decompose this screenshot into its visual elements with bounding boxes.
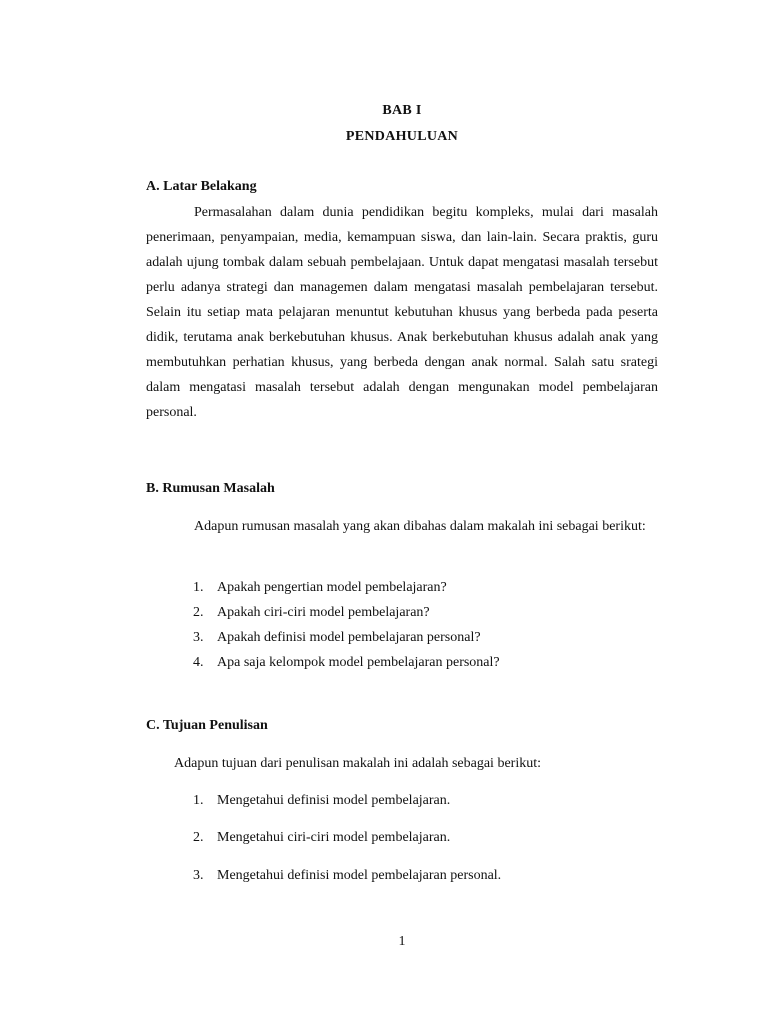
section-c-heading: C. Tujuan Penulisan (146, 718, 268, 733)
list-item-text: Mengetahui definisi model pembelajaran. (217, 793, 451, 808)
section-b-intro: Adapun rumusan masalah yang akan dibahas dalam makalah ini sebagai berikut: (194, 519, 646, 534)
list-item-text: Mengetahui definisi model pembelajaran personal. (217, 868, 502, 883)
section-c-intro: Adapun tujuan dari penulisan makalah ini adalah sebagai berikut: (174, 756, 541, 771)
section-a-heading: A. Latar Belakang (146, 179, 257, 194)
list-item (193, 793, 450, 809)
list-item-number: 3. (193, 630, 204, 645)
list-item-number: 3. (193, 868, 204, 883)
list-item-text: Apa saja kelompok model pembelajaran personal? (217, 655, 500, 670)
list-item-text: Apakah ciri-ciri model pembelajaran? (217, 605, 430, 620)
list-item (193, 605, 430, 621)
list-item (193, 868, 501, 884)
chapter-number: BAB I (382, 103, 422, 118)
chapter-title: PENDAHULUAN (345, 129, 459, 144)
list-item-text: Apakah pengertian model pembelajaran? (217, 580, 447, 595)
list-item-number: 1. (193, 793, 204, 808)
section-a-paragraph: Permasalahan dalam dunia pendidikan begitu kompleks, mulai dari masalah penerimaan, penyampaian, media, kemampuan siswa, dan lain-lain. Secara praktis, guru adalah ujung tombak dalam sebuah pembelajaan. Untuk dapat mengatasi masalah tersebut perlu adanya strategi dan managemen dalam mengatasi masalah pembelajaran tersebut. Selain itu setiap mata pelajaran menuntut kebutuhan khusus yang berbeda pada peserta didik, terutama anak berkebutuhan khusus. Anak berkebutuhan khusus adalah anak yang membutuhkan perhatian khusus, yang berbeda dengan anak normal. Salah satu srategi dalam mengatasi masalah tersebut adalah dengan mengunakan model pembelajaran personal. (146, 205, 658, 420)
section-b-heading: B. Rumusan Masalah (146, 481, 275, 496)
list-item-text: Mengetahui ciri-ciri model pembelajaran. (217, 830, 451, 845)
list-item (193, 580, 447, 596)
list-item-number: 1. (193, 580, 204, 595)
list-item-number: 2. (193, 605, 204, 620)
list-item-text: Apakah definisi model pembelajaran personal? (217, 630, 481, 645)
list-item-number: 4. (193, 655, 204, 670)
list-item (193, 630, 481, 646)
page-number: 1 (398, 934, 406, 949)
list-item (193, 830, 450, 846)
list-item-number: 2. (193, 830, 204, 845)
list-item (193, 655, 500, 671)
